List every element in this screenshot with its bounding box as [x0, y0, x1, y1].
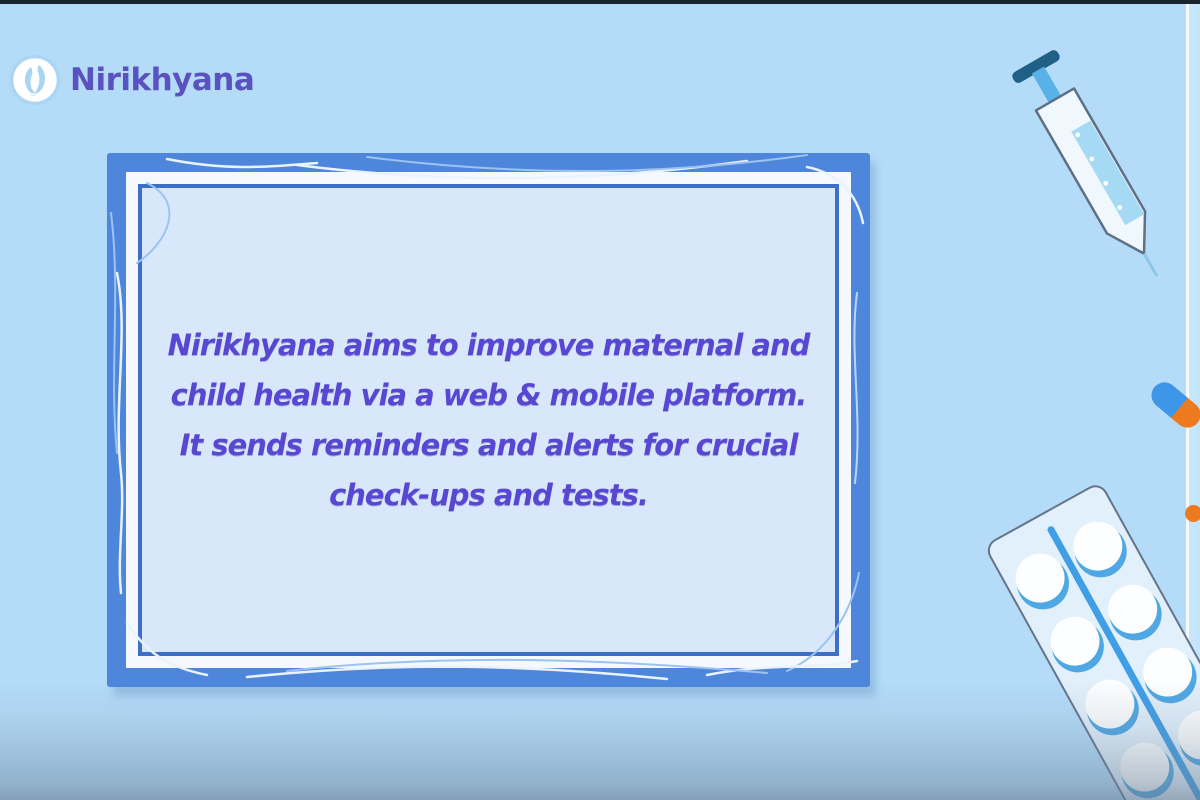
syringe-icon — [950, 20, 1200, 300]
card-line-1: Nirikhyana aims to improve maternal and — [167, 328, 810, 362]
brand-wordmark: Nirikhyana — [70, 62, 255, 98]
mother-and-child-swirl-icon — [9, 54, 61, 106]
card-inner-panel — [138, 184, 839, 656]
message-card — [107, 153, 870, 687]
card-message — [142, 320, 835, 520]
card-line-4: check-ups and tests. — [329, 478, 648, 512]
card-line-3: It sends reminders and alerts for crucial — [179, 428, 798, 462]
pill-blister-pack-icon — [950, 440, 1200, 800]
card-line-2: child health via a web & mobile platform. — [170, 378, 807, 412]
brand-lockup — [9, 54, 254, 106]
card-white-mat — [126, 172, 851, 668]
letterbox-top-bar — [0, 0, 1200, 4]
